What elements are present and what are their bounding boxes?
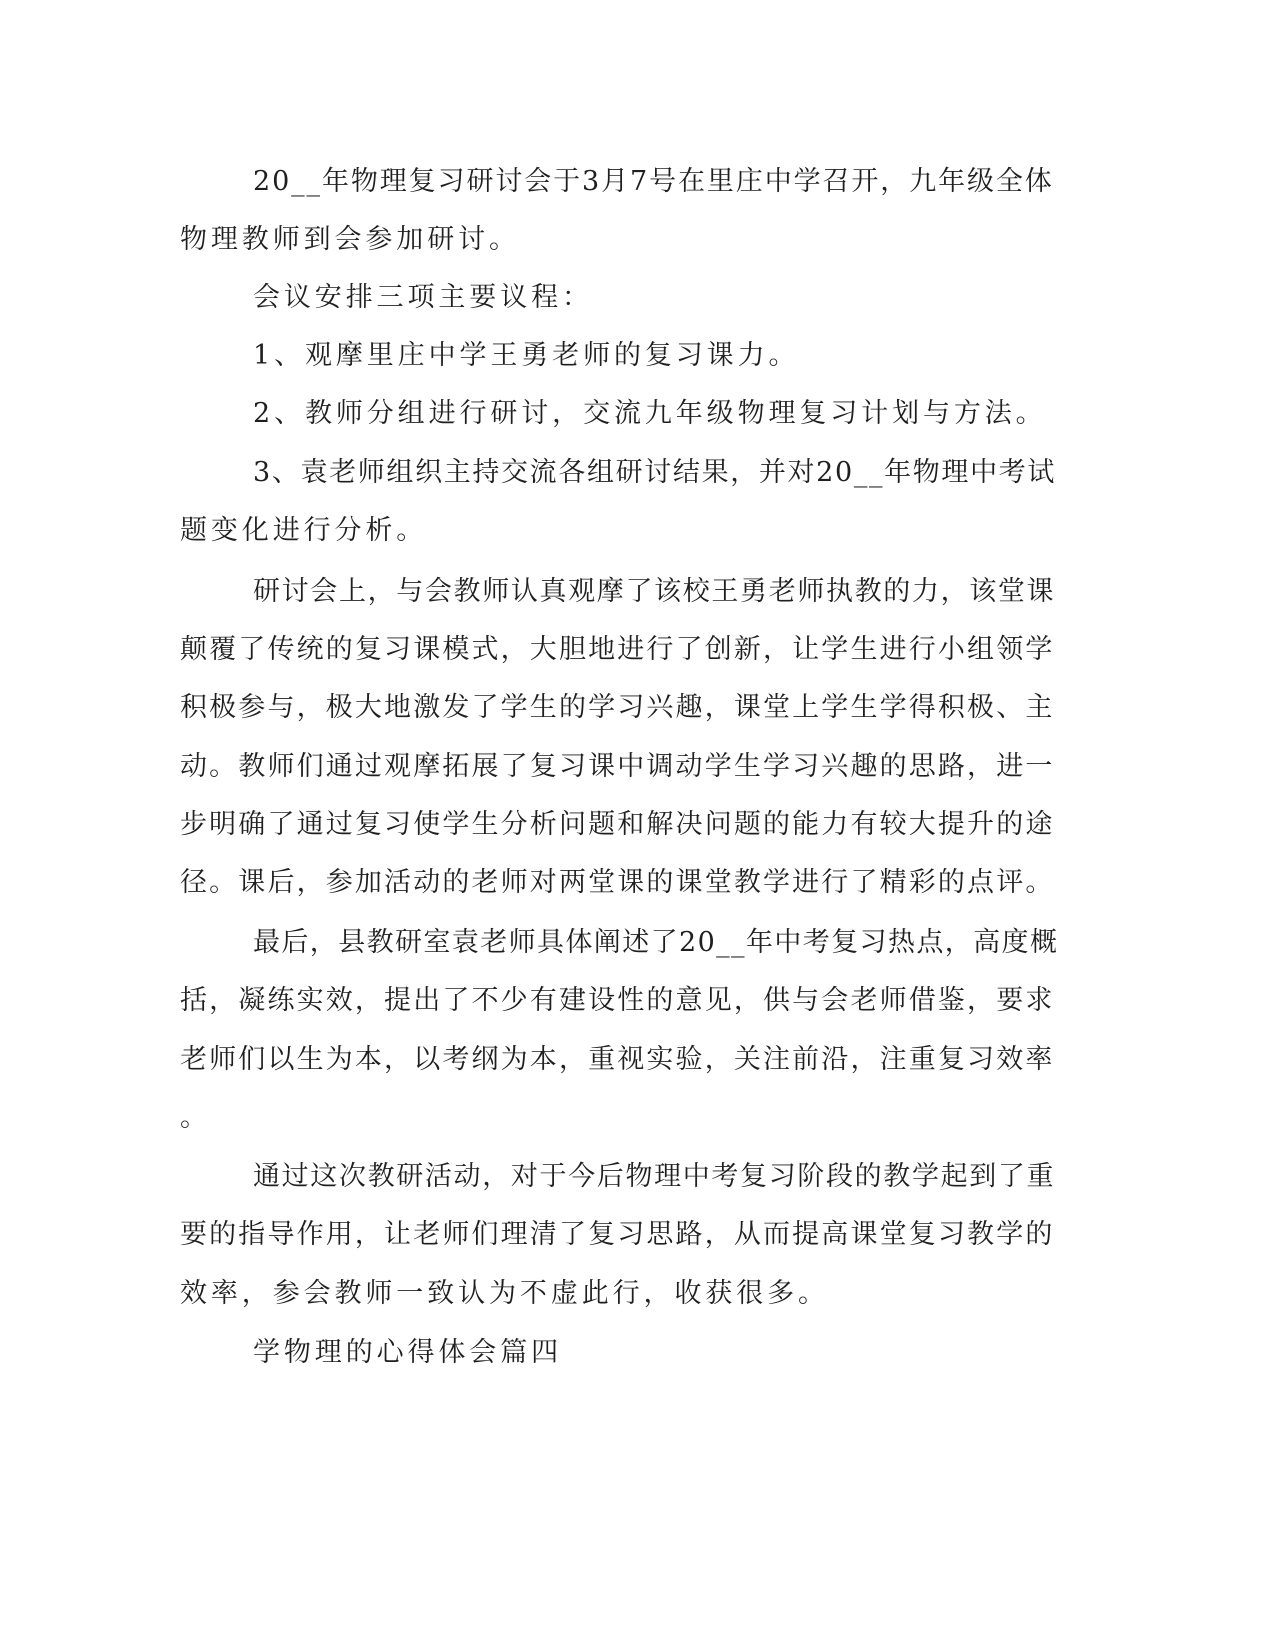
paragraph-line: 要的指导作用，让老师们理清了复习思路，从而提高课堂复习教学的 xyxy=(180,1219,1055,1250)
list-item: 2、教师分组进行研讨，交流九年级物理复习计划与方法。 xyxy=(253,398,1047,429)
paragraph-line: 动。教师们通过观摩拓展了复习课中调动学生学习兴趣的思路，进一 xyxy=(180,751,1055,782)
paragraph-line: 括，凝练实效，提出了不少有建设性的意见，供与会老师借鉴，要求 xyxy=(180,985,1055,1016)
paragraph-line: 20__年物理复习研讨会于3月7号在里庄中学召开，九年级全体 xyxy=(253,166,1054,197)
paragraph-line: 会议安排三项主要议程： xyxy=(253,282,593,313)
paragraph-line: 。 xyxy=(180,1102,211,1133)
paragraph-line: 径。课后，参加活动的老师对两堂课的课堂教学进行了精彩的点评。 xyxy=(180,867,1055,898)
list-item: 1、观摩里庄中学王勇老师的复习课力。 xyxy=(253,340,800,371)
paragraph-line: 最后，县教研室袁老师具体阐述了20__年中考复习热点，高度概 xyxy=(253,927,1059,958)
paragraph-line: 研讨会上，与会教师认真观摩了该校王勇老师执教的力，该堂课 xyxy=(253,576,1056,607)
paragraph-line: 步明确了通过复习使学生分析问题和解决问题的能力有较大提升的途 xyxy=(180,809,1055,840)
paragraph-line: 题变化进行分析。 xyxy=(180,515,428,546)
paragraph-line: 老师们以生为本，以考纲为本，重视实验，关注前沿，注重复习效率 xyxy=(180,1044,1055,1075)
paragraph-line: 物理教师到会参加研讨。 xyxy=(180,224,520,255)
paragraph-line: 效率，参会教师一致认为不虚此行，收获很多。 xyxy=(180,1278,829,1309)
paragraph-line: 颠覆了传统的复习课模式，大胆地进行了创新，让学生进行小组领学 xyxy=(180,634,1055,665)
section-heading: 学物理的心得体会篇四 xyxy=(253,1337,562,1368)
list-item: 3、袁老师组织主持交流各组研讨结果，并对20__年物理中考试 xyxy=(253,457,1057,488)
paragraph-line: 积极参与，极大地激发了学生的学习兴趣，课堂上学生学得积极、主 xyxy=(180,692,1055,723)
paragraph-line: 通过这次教研活动，对于今后物理中考复习阶段的教学起到了重 xyxy=(253,1161,1056,1192)
